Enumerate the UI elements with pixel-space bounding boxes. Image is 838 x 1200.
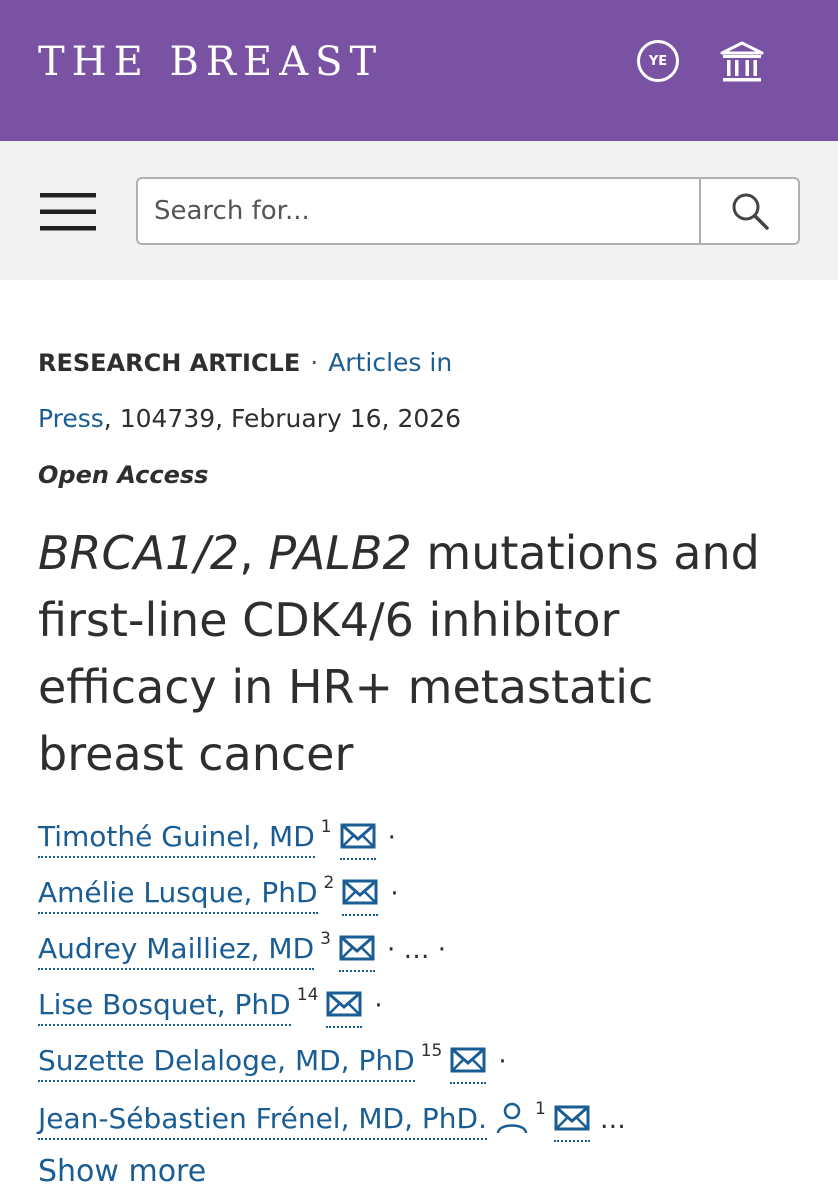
- title-sep: ,: [239, 526, 269, 580]
- search-bar: [0, 141, 838, 280]
- email-icon[interactable]: [342, 878, 378, 916]
- author-name-link[interactable]: Amélie Lusque, PhD: [38, 874, 318, 914]
- issue-details: , 104739, February 16, 2026: [103, 404, 462, 433]
- author-separator-expand[interactable]: · … ·: [386, 935, 447, 965]
- open-access-label: Open Access: [38, 461, 209, 489]
- author-separator: ·: [390, 879, 399, 909]
- author-item: [38, 928, 818, 984]
- author-item: [38, 1096, 818, 1152]
- affiliation-sup[interactable]: 1: [320, 817, 332, 837]
- email-icon[interactable]: [554, 1104, 590, 1142]
- issue-link-continued[interactable]: Press: [38, 404, 104, 433]
- article-meta-line2: [38, 402, 461, 436]
- show-more-authors-link[interactable]: Show more: [38, 1154, 207, 1189]
- author-separator: ·: [374, 991, 383, 1021]
- author-separator: ·: [387, 823, 396, 853]
- author-name-link[interactable]: Jean-Sébastien Frénel, MD, PhD.: [38, 1100, 487, 1140]
- search-box: [136, 177, 800, 245]
- article-title: [38, 520, 798, 788]
- search-button[interactable]: [699, 179, 798, 243]
- corresponding-author-icon[interactable]: [495, 1102, 529, 1145]
- article-meta: [38, 346, 452, 380]
- author-item: [38, 1040, 818, 1096]
- author-item: [38, 872, 818, 928]
- user-avatar-button[interactable]: YE: [637, 40, 679, 82]
- affiliation-sup[interactable]: 15: [420, 1041, 443, 1061]
- author-item: [38, 816, 818, 872]
- author-name-link[interactable]: Timothé Guinel, MD: [38, 818, 315, 858]
- institution-icon[interactable]: [719, 40, 765, 86]
- author-separator: ·: [498, 1047, 507, 1077]
- title-gene-2: PALB2: [268, 526, 412, 580]
- author-name-link[interactable]: Suzette Delaloge, MD, PhD: [38, 1042, 415, 1082]
- affiliation-sup[interactable]: 1: [535, 1099, 546, 1119]
- author-name-link[interactable]: Lise Bosquet, PhD: [38, 986, 291, 1026]
- site-header: [0, 0, 838, 141]
- email-icon[interactable]: [340, 822, 376, 860]
- issue-link[interactable]: Articles in: [328, 348, 453, 377]
- title-gene-1: BRCA1/2: [38, 526, 240, 580]
- email-icon[interactable]: [326, 990, 362, 1028]
- author-name-link[interactable]: Audrey Mailliez, MD: [38, 930, 314, 970]
- hamburger-menu-icon[interactable]: [40, 193, 96, 231]
- author-ellipsis: …: [599, 1105, 626, 1135]
- meta-separator: ·: [310, 348, 319, 377]
- article-type: RESEARCH ARTICLE: [38, 349, 301, 377]
- email-icon[interactable]: [339, 934, 375, 972]
- email-icon[interactable]: [450, 1046, 486, 1084]
- affiliation-sup[interactable]: 3: [320, 929, 331, 949]
- author-list: [38, 816, 818, 1152]
- search-icon: [729, 190, 771, 232]
- search-input[interactable]: [138, 179, 699, 243]
- affiliation-sup[interactable]: 14: [296, 985, 319, 1005]
- title-rest: mutations and first-line CDK4/6 inhibitor efficacy in HR+ metastatic breast cancer: [38, 526, 760, 781]
- affiliation-sup[interactable]: 2: [323, 873, 335, 893]
- journal-logo[interactable]: THE BREAST: [38, 39, 384, 85]
